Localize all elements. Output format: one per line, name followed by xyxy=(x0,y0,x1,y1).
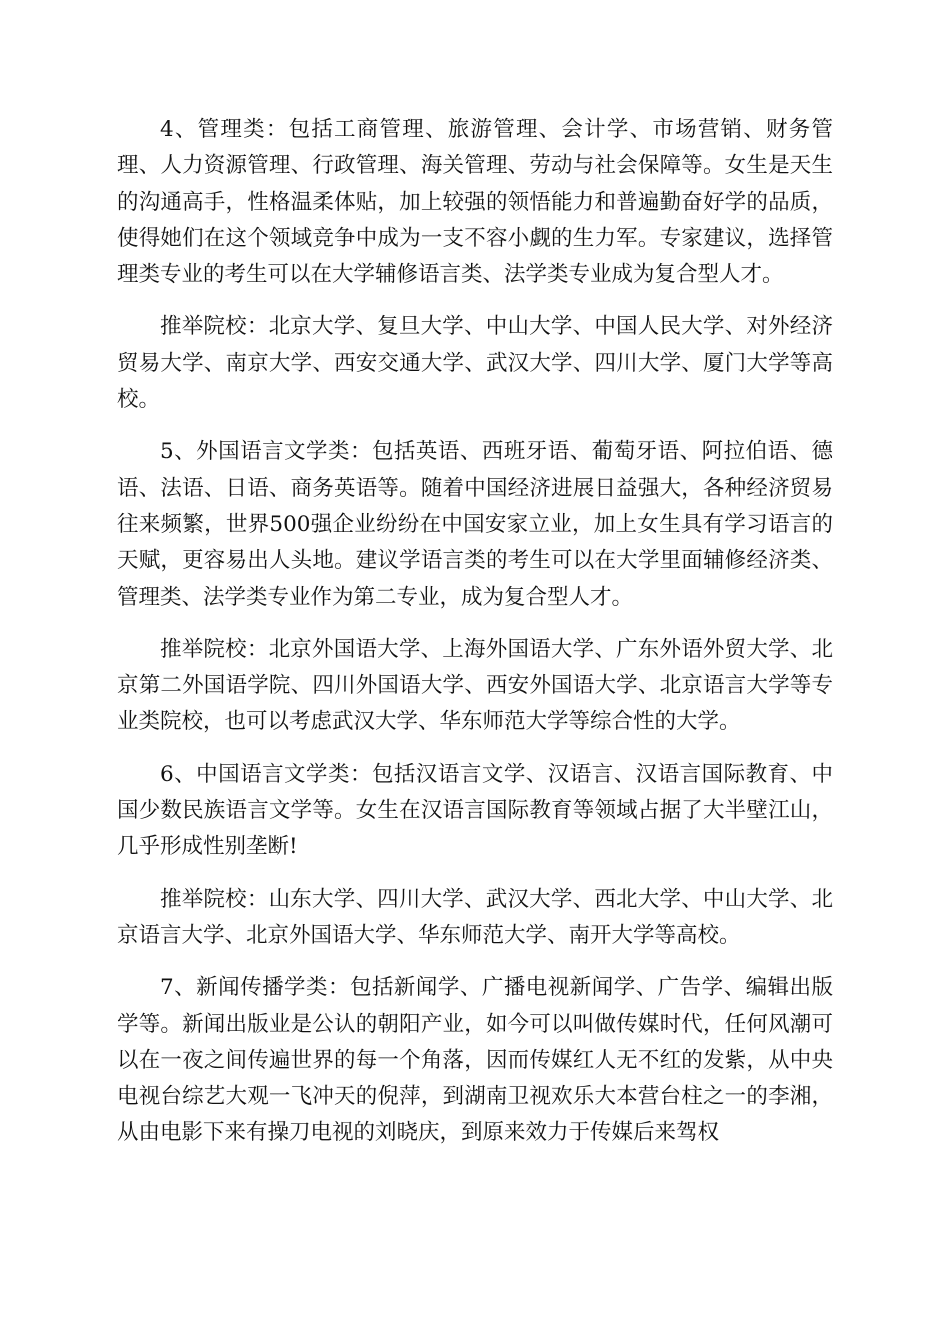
paragraph-foreign-languages: 5、外国语言文学类：包括英语、西班牙语、葡萄牙语、阿拉伯语、德语、法语、日语、商务英语等。随着中国经济进展日益强大，各种经济贸易往来频繁，世界500强企业纷纷在中国安家立业，加上女生具有学习语言的天赋，更容易出人头地。建议学语言类的考生可以在大学里面辅修经济类、管理类、法学类专业作为第二专业，成为复合型人才。 xyxy=(117,439,833,610)
paragraph-chinese-language: 6、中国语言文学类：包括汉语言文学、汉语言、汉语言国际教育、中国少数民族语言文学等。女生在汉语言国际教育等领域占据了大半壁江山，几乎形成性别垄断! xyxy=(117,761,833,860)
paragraph-management-schools: 推举院校：北京大学、复旦大学、中山大学、中国人民大学、对外经济贸易大学、南京大学、西安交通大学、武汉大学、四川大学、厦门大学等高校。 xyxy=(117,314,833,413)
paragraph-foreign-languages-schools: 推举院校：北京外国语大学、上海外国语大学、广东外语外贸大学、北京第二外国语学院、四川外国语大学、西安外国语大学、北京语言大学等专业类院校，也可以考虑武汉大学、华东师范大学等综合性的大学。 xyxy=(117,636,833,735)
paragraph-chinese-language-schools: 推举院校：山东大学、四川大学、武汉大学、西北大学、中山大学、北京语言大学、北京外国语大学、华东师范大学、南开大学等高校。 xyxy=(117,886,833,948)
paragraph-journalism: 7、新闻传播学类：包括新闻学、广播电视新闻学、广告学、编辑出版学等。新闻出版业是公认的朝阳产业，如今可以叫做传媒时代，任何风潮可以在一夜之间传遍世界的每一个角落，因而传媒红人无不红的发紫，从中央电视台综艺大观一飞冲天的倪萍，到湖南卫视欢乐大本营台柱之一的李湘，从由电影下来有操刀电视的刘晓庆，到原来效力于传媒后来驾权 xyxy=(117,975,833,1146)
document-page xyxy=(117,112,833,1168)
paragraph-management: 4、管理类：包括工商管理、旅游管理、会计学、市场营销、财务管理、人力资源管理、行政管理、海关管理、劳动与社会保障等。女生是天生的沟通高手，性格温柔体贴，加上较强的领悟能力和普遍勤奋好学的品质，使得她们在这个领域竞争中成为一支不容小觑的生力军。专家建议，选择管理类专业的考生可以在大学辅修语言类、法学类专业成为复合型人才。 xyxy=(117,117,833,288)
